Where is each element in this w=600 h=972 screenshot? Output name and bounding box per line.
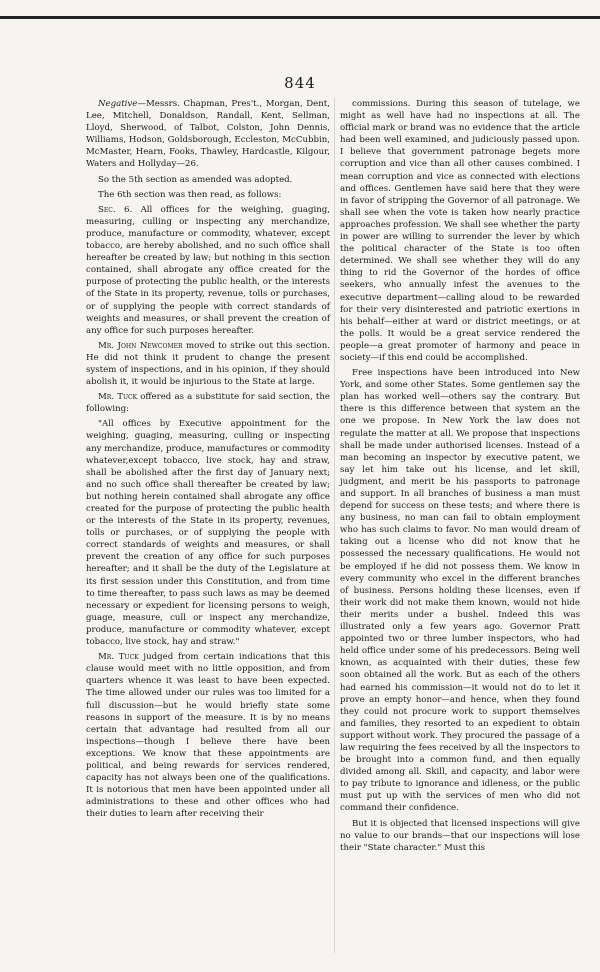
vote-record-text: —Messrs. Chapman, Pres't., Morgan, Dent, Lee, Mitchell, Donaldson, Randall, Kent, Sellman, Lloyd, Sherwood, of Talbot, Colston, John Dennis, Williams, Hodson, Goldsborough, Eccleston, McCubbin, McMaster, Hearn, Fooks, Thawley, Hardcastle, Kilgour, Waters and Hollyday—26. <box>86 99 330 170</box>
section-six-text: All offices for the weighing, guaging, measuring, culling or inspecting any merchandize, produce, manufacture or commodity, whatever, except tobacco, are hereby abolished, and no such office shall hereafter be created by law; but nothing in this section contained, shall abrogate any office created for the purpose of protecting the public health, or the interests of the State in its property, revenue, tolls or purchases, or of supplying the people with correct standards of weights and measures, or shall prevent the creation of any office for such purposes hereafter. <box>86 204 330 336</box>
negative-label: Negative <box>98 99 138 109</box>
right-column <box>340 98 580 857</box>
substitute-quote-paragraph: "All offices by Executive appointment for the weighing, guaging, measuring, culling or inspecting any merchandize, produce, manufactures or commodity whatever,except tobacco, live stock, hay and straw, shall be abolished after the first day of January next; and no such office shall thereafter be created by law; but nothing herein contained shall abrogate any office created for the purpose of protecting the public health or the interests of the State in its property, revenues, tolls or purchases, or of supplying the people with correct standards of weights and measures, or shall prevent the creation of any office for such purposes hereafter; and it shall be the duty of the Legislature at its first session under this Constitution, and from time to time thereafter, to pass such laws as may be deemed necessary or expedient for licensing persons to weigh, guage, measure, cull or inspect any merchandize, produce, manufacture or commodity whatever, except tobacco, live stock, hay and straw." <box>86 419 330 648</box>
speaker-newcomer: Mr. John Newcomer <box>98 340 183 351</box>
speaker-tuck: Mr. Tuck <box>98 392 138 403</box>
free-inspections-paragraph: Free inspections have been introduced into New York, and some other States. Some gentlemen say the plan has worked well—others say the contrary. But there is this difference between that system an the one we propose. In New York the law does not regulate the matter at all. We propose that inspections shall be made under authorised licenses. Instead of a man becoming an inspector by executive patent, we say let him take out his license, and let skill, judgment, and merit be his passports to patronage and support. In all branches of business a man must depend for success on these tests; and where there is any business, no man can fail to obtain employment who has such claims to favor. No man would dream of taking out a license who did not know that he possessed the necessary qualifications. He would not be employed if he did not possess them. We know in every community who excel in the different branches of business. Persons holding these licenses, even if their work did not make them known, would not hide their merits under a bushel. Indeed this was illustrated only a few years ago. Governor Pratt appointed two or three lumber inspectors, who had held office under some of his predecessors. Being well known, as acquainted with their duties, these few soon obtained all the work. But as each of the others had earned his commission—it would not do to let it prove an empty honor—and hence, when they found they could not procure work to support themselves and families, they resorted to an expedient to obtain support without work. They procured the passage of a law requiring the fees received by all the inspectors to be brought into a common fund, and then equally divided among all. Skill, and capacity, and labor were to pay tribute to ignorance and idleness, or the public must put up with the services of men who did not command their confidence. <box>340 368 580 814</box>
left-column <box>86 98 330 823</box>
column-divider <box>334 98 335 953</box>
vote-record-paragraph <box>86 98 330 171</box>
speaker-tuck-2: Mr. Tuck <box>98 652 139 663</box>
commissions-paragraph: commissions. During this season of tutelage, we might as well have had no inspections at all. The official mark or brand was no evidence that the article had been well examined, and judiciously passed upon. I believe that government patronage begets more corruption and vice than all other causes combined. I mean corruption and vice as connected with elections and offices. Gentlemen have said here that they were in favor of stripping the Governor of all patronage. We shall see when the vote is taken how nearly practice approaches profession. We shall see whether the party in power are willing to surrender the lever by which the political character of the State is too often determined. We shall see whether they will do any thing to rid the Governor of the hordes of office seekers, who annually infest the avenues to the executive department—calling aloud to be rewarded for their very disinterested and patriotic exertions in his behalf—either at ward or district meetings, or at the polls. It would be a great service rendered the people—a great promoter of harmony and peace in society—if this end could be accomplished. <box>340 99 580 363</box>
newcomer-paragraph <box>86 340 330 388</box>
section-adopted-paragraph: So the 5th section as amended was adopted. <box>98 174 293 185</box>
section-six-label: Sec. 6. <box>98 204 133 215</box>
tuck-speech-paragraph <box>86 651 330 820</box>
tuck-substitute-paragraph <box>86 391 330 415</box>
section-six-paragraph <box>86 204 330 337</box>
tuck-substitute-text: offered as a substitute for said section, the following: <box>86 392 330 415</box>
section-read-paragraph: The 6th section was then read, as follows: <box>98 189 282 200</box>
objection-paragraph: But it is objected that licensed inspections will give no value to our brands—that our inspections will lose their "State character." Must this <box>340 818 580 853</box>
tuck-speech-text: judged from certain indications that this clause would meet with no little opposition, and from quarters whence it was least to have been expected. The time allowed under our rules was too limited for a full discussion—but he would briefly state some reasons in support of the measure. It is by no means certain that advantage had resulted from all our inspections—though I believe there have been exceptions. We know that these appointments are political, and being rewards for services rendered, capacity has not always been one of the qualifications. It is notorious that men have been appointed under all administrations to these and other offices who had their duties to learn after receiving their <box>86 652 330 820</box>
page-number: 844 <box>284 74 316 92</box>
top-rule <box>0 16 600 19</box>
newcomer-text: moved to strike out this section. He did not think it prudent to change the present system of inspections, and in his opinion, if they should abolish it, it would be injurious to the State at large. <box>86 340 330 388</box>
